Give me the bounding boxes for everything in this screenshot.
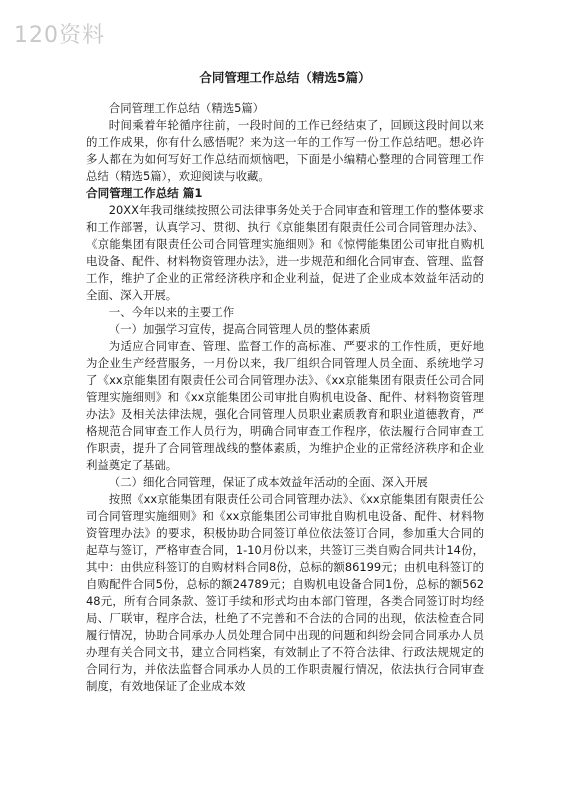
intro-paragraph: 时间乘着年轮循序往前，一段时间的工作已经结束了，回顾这段时间以来的工作成果，你有什么感悟呢？来为这一年的工作写一份工作总结吧。想必许多人都在为如何写好工作总结而烦恼吧，下面是小编精心整理的合同管理工作总结（精选5篇），欢迎阅读与收藏。 xyxy=(86,118,484,183)
section-heading: 合同管理工作总结 篇1 xyxy=(86,186,203,200)
document-title: 合同管理工作总结（精选5篇） xyxy=(199,70,371,85)
subheading: （一）加强学习宣传，提高合同管理人员的整体素质 xyxy=(108,322,371,336)
subheading: （二）细化合同管理，保证了成本效益年活动的全面、深入开展 xyxy=(108,475,428,489)
paragraph: 按照《xx京能集团有限责任公司合同管理办法》、《xx京能集团有限责任公司合同管理实施细则》和《xx京能集团公司审批自购机电设备、配件、材料物资管理办法》的要求，积极协助合同签订单位依法签订合同，参加重大合同的起草与签订，严格审查合同，1-10月份以来，共签订三类自购合同共计14份，其中：由供应科签订的自购材料合同8份，总标的额86199元；由机电科签订的自购配件合同5份，总标的额24789元；自购机电设备合同1份，总标的额56248元，所有合同条款、签订手续和形式均由本部门管理，各类合同签订时均经局、厂联审，程序合法，杜绝了不完善和不合法的合同的出现，依法检查合同履行情况，协助合同承办人员处理合同中出现的问题和纠纷会同合同承办人员办理有关合同文书，建立合同档案，有效制止了不符合法律、行政法规规定的合同行为，并依法监督合同承办人员的工作职责履行情况，依法执行合同审查制度，有效地保证了企业成本效 xyxy=(86,492,484,693)
paragraph: 20XX年我司继续按照公司法律事务处关于合同审查和管理工作的整体要求和工作部署，认真学习、贯彻、执行《京能集团有限责任公司合同管理办法》、《京能集团有限责任公司合同管理实施细则》和《惊愕能集团公司审批自购机电设备、配件、材料物资管理办法》，进一步规范和细化合同审查、管理、监督工作，维护了企业的正常经济秩序和企业利益，促进了企业成本效益年活动的全面、深入开展。 xyxy=(86,203,484,302)
subheading: 一、今年以来的主要工作 xyxy=(108,305,235,319)
document-page xyxy=(86,70,484,695)
document-subtitle: 合同管理工作总结（精选5篇） xyxy=(108,101,265,115)
paragraph: 为适应合同审查、管理、监督工作的高标准、严要求的工作性质，更好地为企业生产经营服务，一月份以来，我厂组织合同管理人员全面、系统地学习了《xx京能集团有限责任公司合同管理办法》、《xx京能集团有限责任公司合同管理实施细则》和《xx京能集团公司审批自购机电设备、配件、材料物资管理办法》及相关法律法规，强化合同管理人员职业素质教育和职业道德教育，严格规范合同审查工作人员行为，明确合同审查工作程序，依法履行合同审查工作职责，提升了合同管理战线的整体素质，为维护企业的正常经济秩序和企业利益奠定了基础。 xyxy=(86,339,484,472)
watermark-logo: 120资料 xyxy=(14,23,105,48)
